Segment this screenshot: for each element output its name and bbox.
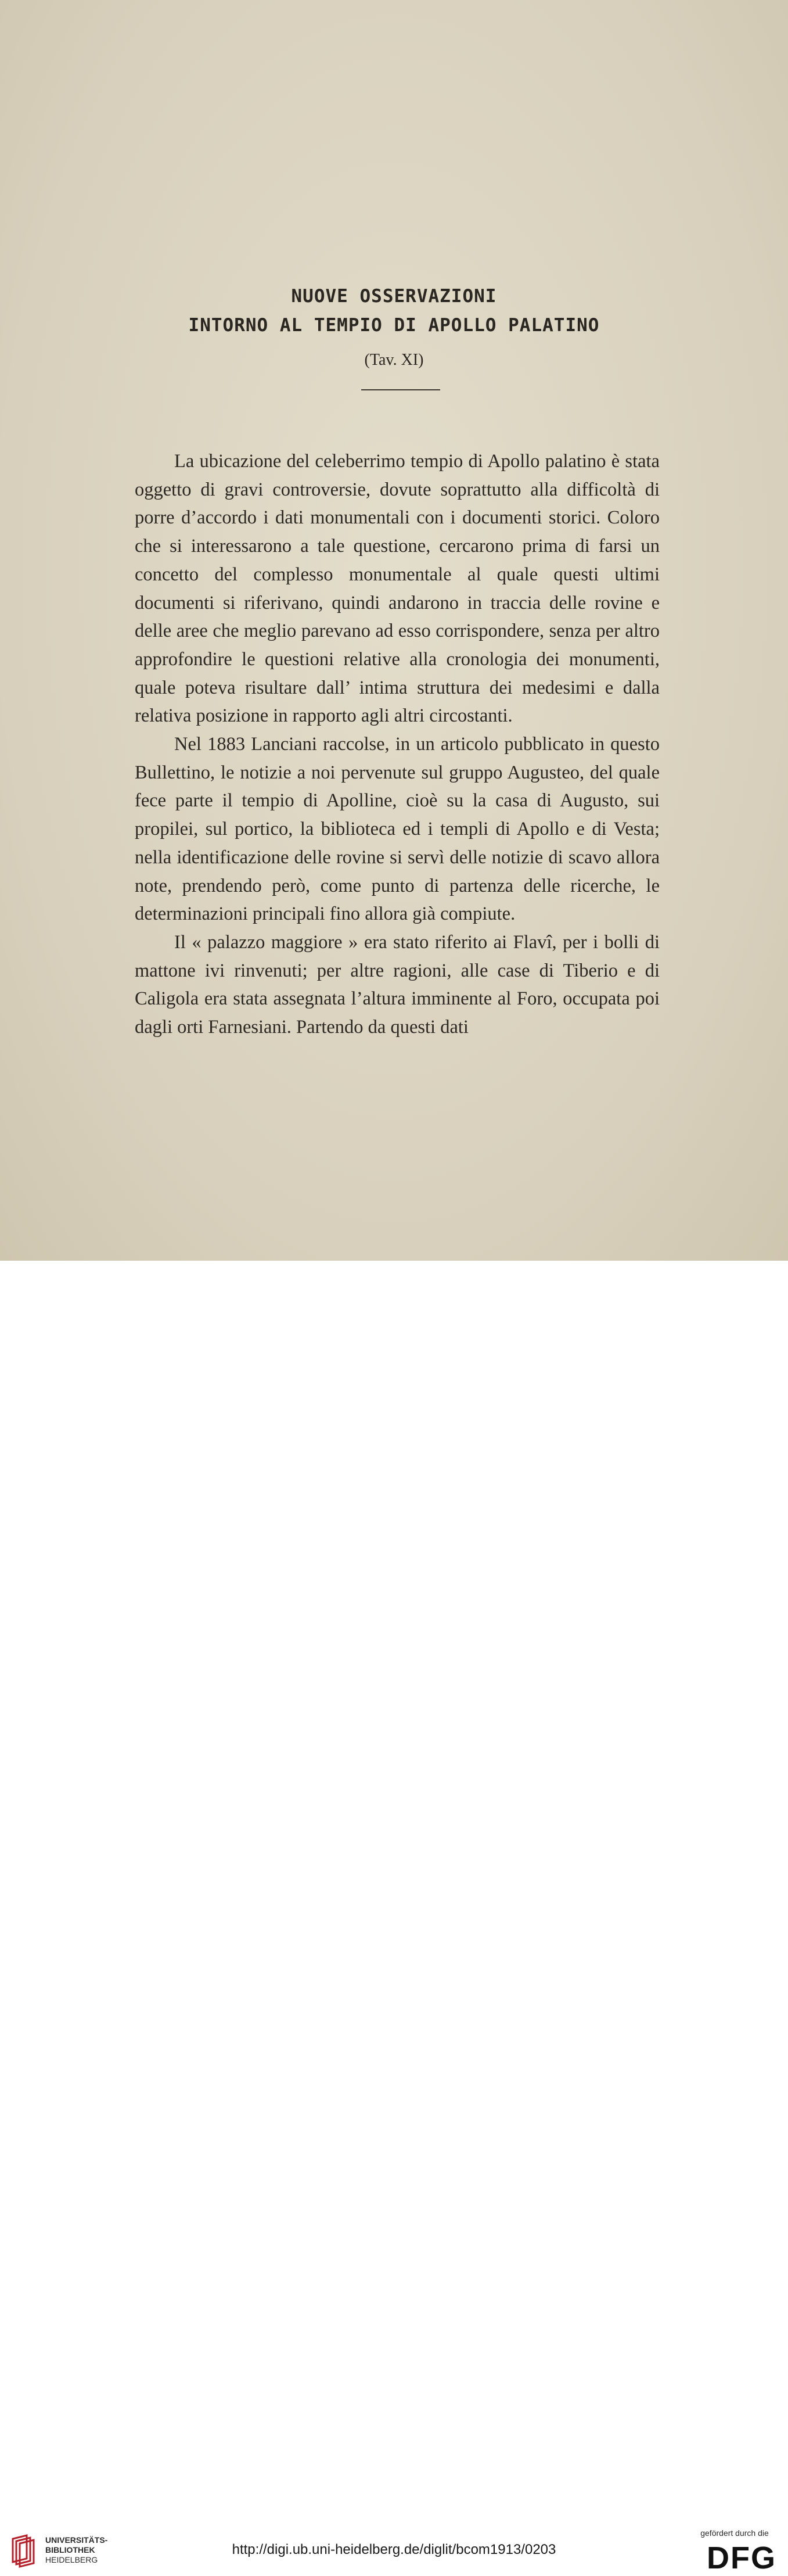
article-title-line-1: NUOVE OSSERVAZIONI	[291, 286, 497, 307]
library-name-line-1: UNIVERSITÄTS-	[45, 2535, 108, 2545]
article-title-line-2: INTORNO AL TEMPIO DI APOLLO PALATINO	[188, 315, 600, 336]
paragraph-1: La ubicazione del celeberrimo tempio di Apollo palatino è stata oggetto di gravi controversie, dovute soprattutto alla difficoltà di porre d’accordo i dati monumentali con i documenti storici. Coloro che si interessarono a tale questione, cercarono prima di farsi un concetto del complesso monumentale al quale questi ultimi documenti si riferivano, quindi andarono in traccia delle rovine e delle aree che meglio parevano ad esso corrispondere, senza per altro approfondire le questioni relative alla cronologia dei monumenti, quale poteva risultare dall’ intima struttura dei medesimi e dalla relativa posizione in rapporto agli altri circostanti.	[135, 451, 660, 727]
plate-reference: (Tav. XI)	[364, 351, 424, 369]
article-body	[135, 447, 660, 1042]
digitization-footer	[0, 1261, 788, 2575]
library-name-line-3: HEIDELBERG	[45, 2555, 98, 2564]
permalink-url[interactable]: http://digi.ub.uni-heidelberg.de/diglit/bcom1913/0203	[232, 2542, 556, 2557]
paragraph-2: Nel 1883 Lanciani raccolse, in un articolo pubblicato in questo Bullettino, le notizie a noi pervenute sul gruppo Augusteo, del quale fece parte il tempio di Apolline, cioè su la casa di Augusto, sui propilei, sul portico, la biblioteca ed i templi di Apollo e di Vesta; nella identificazione delle rovine si servì delle notizie di scavo allora note, prendendo però, come punto di partenza delle ricerche, le determinazioni principali fino allora già compiute.	[135, 734, 660, 925]
scanned-page	[0, 0, 788, 1261]
dfg-logo: DFG	[707, 2541, 776, 2575]
paragraph-3: Il « palazzo maggiore » era stato riferito ai Flavî, per i bolli di mattone ivi rinvenuti; per altre ragioni, alle case di Tiberio e di Caligola era stata assegnata l’altura imminente al Foro, occupata poi dagli orti Farnesiani. Partendo da questi dati	[135, 931, 660, 1038]
funded-by-label: gefördert durch die	[700, 2528, 769, 2538]
title-divider	[361, 389, 440, 390]
library-name-line-2: BIBLIOTHEK	[45, 2545, 95, 2555]
